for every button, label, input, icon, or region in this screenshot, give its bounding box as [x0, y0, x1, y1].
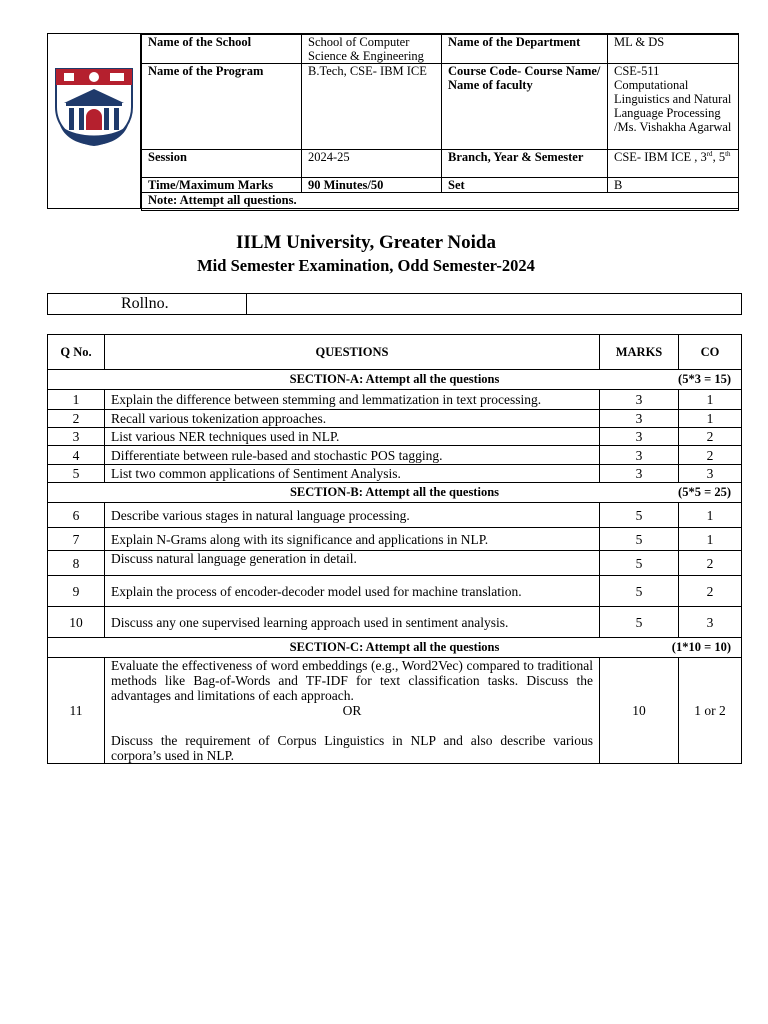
question-co: 1 or 2 — [679, 658, 742, 764]
school-value: School of Computer Science & Engineering — [302, 35, 442, 64]
section-a-title: SECTION-A: Attempt all the questions — [289, 372, 500, 386]
question-number: 3 — [48, 428, 105, 446]
question-number: 9 — [48, 576, 105, 607]
department-label: Name of the Department — [442, 35, 608, 64]
question-option-1: Evaluate the effectiveness of word embeddings (e.g., Word2Vec) compared to traditional methods like Bag-of-Words and TF-IDF for text classification tasks. Discuss the advantages and limitations of each approach. — [111, 658, 593, 703]
question-co: 2 — [679, 446, 742, 465]
question-number: 6 — [48, 503, 105, 528]
section-a-header — [48, 370, 742, 390]
course-value: CSE-511 Computational Linguistics and Natural Language Processing /Ms. Vishakha Agarwal — [608, 64, 739, 150]
exam-info-table — [141, 34, 739, 211]
table-row — [48, 576, 742, 607]
question-co: 1 — [679, 410, 742, 428]
question-marks: 10 — [600, 658, 679, 764]
question-co: 1 — [679, 390, 742, 410]
question-marks: 5 — [600, 576, 679, 607]
question-co: 2 — [679, 551, 742, 576]
course-label: Course Code- Course Name/ Name of faculty — [442, 64, 608, 150]
question-marks: 3 — [600, 410, 679, 428]
question-number: 2 — [48, 410, 105, 428]
branch-label: Branch, Year & Semester — [442, 150, 608, 178]
table-row — [48, 410, 742, 428]
table-row — [48, 607, 742, 638]
department-value: ML & DS — [608, 35, 739, 64]
table-row — [48, 446, 742, 465]
table-row — [48, 390, 742, 410]
question-option-2: Discuss the requirement of Corpus Linguistics in NLP and also describe various corpora’s used in NLP. — [111, 733, 593, 763]
qno-header: Q No. — [48, 335, 105, 370]
table-row — [48, 503, 742, 528]
question-number: 4 — [48, 446, 105, 465]
question-co: 3 — [679, 465, 742, 483]
time-value: 90 Minutes/50 — [302, 178, 442, 193]
question-number: 8 — [48, 551, 105, 576]
question-text: Discuss any one supervised learning approach used in sentiment analysis. — [105, 607, 600, 638]
marks-header: MARKS — [600, 335, 679, 370]
question-marks: 3 — [600, 428, 679, 446]
program-value: B.Tech, CSE- IBM ICE — [302, 64, 442, 150]
roll-number-label: Rollno. — [48, 294, 247, 315]
roll-number-table — [47, 293, 742, 315]
question-number: 7 — [48, 528, 105, 551]
question-number: 1 — [48, 390, 105, 410]
program-label: Name of the Program — [142, 64, 302, 150]
question-text: Explain the difference between stemming and lemmatization in text processing. — [105, 390, 600, 410]
section-c-title: SECTION-C: Attempt all the questions — [289, 640, 500, 654]
question-co: 1 — [679, 528, 742, 551]
time-label: Time/Maximum Marks — [142, 178, 302, 193]
question-co: 1 — [679, 503, 742, 528]
section-a-marks: (5*3 = 15) — [678, 372, 731, 386]
roll-number-field — [247, 294, 742, 315]
table-row — [48, 528, 742, 551]
university-title: IILM University, Greater Noida — [236, 232, 496, 253]
question-marks: 5 — [600, 607, 679, 638]
section-b-row — [48, 483, 742, 503]
question-text: List various NER techniques used in NLP. — [105, 428, 600, 446]
section-c-row — [48, 638, 742, 658]
set-value: B — [608, 178, 739, 193]
table-header-row — [48, 335, 742, 370]
question-number: 11 — [48, 658, 105, 764]
section-c-header — [48, 638, 742, 658]
section-b-header — [48, 483, 742, 503]
question-marks: 3 — [600, 465, 679, 483]
university-logo-icon — [54, 67, 134, 147]
questions-header: QUESTIONS — [105, 335, 600, 370]
table-row — [48, 551, 742, 576]
exam-title: Mid Semester Examination, Odd Semester-2024 — [197, 256, 535, 275]
table-row — [48, 658, 742, 764]
section-b-title: SECTION-B: Attempt all the questions — [289, 485, 500, 499]
section-c-marks: (1*10 = 10) — [671, 640, 731, 654]
question-text — [105, 658, 600, 764]
question-text: List two common applications of Sentiment Analysis. — [105, 465, 600, 483]
question-co: 3 — [679, 607, 742, 638]
set-label: Set — [442, 178, 608, 193]
question-marks: 5 — [600, 528, 679, 551]
or-separator: OR — [342, 703, 362, 718]
question-marks: 5 — [600, 551, 679, 576]
section-a-row — [48, 370, 742, 390]
question-number: 5 — [48, 465, 105, 483]
co-header: CO — [679, 335, 742, 370]
question-marks: 3 — [600, 446, 679, 465]
question-marks: 3 — [600, 390, 679, 410]
question-co: 2 — [679, 428, 742, 446]
question-text: Explain N-Grams along with its significance and applications in NLP. — [105, 528, 600, 551]
question-text: Explain the process of encoder-decoder model used for machine translation. — [105, 576, 600, 607]
questions-table — [47, 334, 742, 764]
logo-cell — [48, 34, 141, 208]
question-text: Differentiate between rule-based and stochastic POS tagging. — [105, 446, 600, 465]
exam-info-block — [47, 33, 739, 209]
question-co: 2 — [679, 576, 742, 607]
question-marks: 5 — [600, 503, 679, 528]
table-row — [48, 428, 742, 446]
question-text: Describe various stages in natural language processing. — [105, 503, 600, 528]
question-text: Recall various tokenization approaches. — [105, 410, 600, 428]
session-value: 2024-25 — [302, 150, 442, 178]
question-text: Discuss natural language generation in detail. — [105, 551, 600, 576]
school-label: Name of the School — [142, 35, 302, 64]
note: Note: Attempt all questions. — [142, 193, 739, 211]
table-row — [48, 465, 742, 483]
branch-value: CSE- IBM ICE , 3rd, 5th — [608, 150, 739, 178]
section-b-marks: (5*5 = 25) — [678, 485, 731, 499]
question-number: 10 — [48, 607, 105, 638]
session-label: Session — [142, 150, 302, 178]
